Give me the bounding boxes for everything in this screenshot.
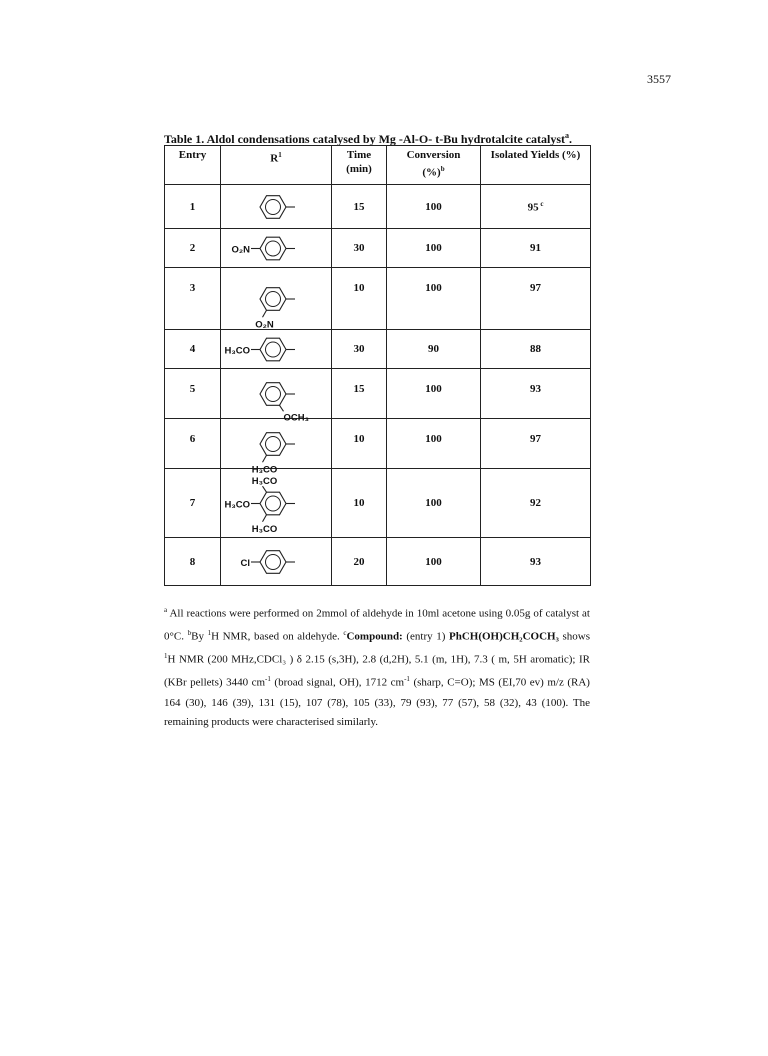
footnote-a-text: All reactions were performed on 2mmol of aldehyde in 10ml acetone using 0.05g of catalyst at 0°C. bbox=[164, 607, 590, 643]
cell-conversion: 100 bbox=[387, 268, 481, 330]
substituent-bond bbox=[263, 514, 267, 521]
footnote-a-marker: a bbox=[164, 606, 168, 614]
cell-yield: 93 bbox=[481, 538, 591, 586]
substituent-label: Cl bbox=[240, 557, 250, 569]
cell-yield: 93 bbox=[481, 369, 591, 419]
footnote-c-marker: c bbox=[343, 629, 347, 638]
cell-entry: 7 bbox=[165, 469, 221, 538]
table-row bbox=[165, 419, 591, 469]
cell-r-structure bbox=[221, 369, 332, 423]
footnotes bbox=[164, 601, 590, 733]
aromatic-circle bbox=[266, 199, 281, 214]
yield-marker: c bbox=[538, 199, 544, 208]
substituent-label: O₂N bbox=[255, 318, 274, 330]
table-row bbox=[165, 185, 591, 229]
cell-entry: 6 bbox=[165, 419, 221, 469]
table-row bbox=[165, 469, 591, 538]
cell-conversion: 90 bbox=[387, 330, 481, 369]
cell-time: 15 bbox=[332, 369, 387, 419]
substituent-bond bbox=[280, 405, 284, 411]
benzene-structure bbox=[221, 539, 331, 585]
aromatic-circle bbox=[266, 342, 281, 357]
substituent-label: H₃CO bbox=[224, 499, 250, 510]
substituent-label: H₃CO bbox=[224, 345, 250, 356]
cell-r-structure bbox=[221, 268, 332, 330]
header-r: $R^1$ bbox=[221, 146, 332, 185]
aromatic-circle bbox=[266, 436, 281, 451]
cell-r-structure bbox=[221, 538, 332, 586]
footnote-b-marker: b bbox=[187, 629, 192, 638]
cell-conversion: 100 bbox=[387, 469, 481, 538]
substituent-label: H₃CO bbox=[251, 475, 278, 487]
table-row bbox=[165, 268, 591, 330]
header-time: Time (min) bbox=[332, 146, 387, 185]
benzene-structure bbox=[221, 269, 331, 329]
aromatic-circle bbox=[266, 554, 281, 569]
page-number: 3557 bbox=[647, 72, 671, 86]
cell-time: 10 bbox=[332, 469, 387, 538]
cell-entry: 4 bbox=[165, 330, 221, 369]
substituent-label: OCH₃ bbox=[283, 411, 310, 423]
compound-formula: PhCH(OH)CH₂COCH₃ bbox=[449, 630, 559, 643]
aromatic-circle bbox=[266, 386, 281, 401]
cell-time: 10 bbox=[332, 419, 387, 469]
benzene-structure bbox=[221, 420, 331, 475]
cell-conversion: 100 bbox=[387, 369, 481, 419]
substituent-bond bbox=[263, 455, 267, 462]
cell-yield: 97 bbox=[481, 268, 591, 330]
benzene-structure bbox=[221, 470, 331, 537]
footnote-c-label: Compound: bbox=[346, 630, 403, 643]
cell-entry: 1 bbox=[165, 185, 221, 229]
header-conversion: Conversion (%)$^b$ bbox=[387, 146, 481, 185]
substituent-label: H₃CO bbox=[251, 523, 278, 535]
cell-yield: 91 bbox=[481, 229, 591, 268]
data-table bbox=[164, 145, 591, 586]
header-row bbox=[165, 146, 591, 185]
cell-r-structure bbox=[221, 330, 332, 369]
substituent-bond bbox=[263, 310, 267, 317]
cell-yield: 95 $^c$ bbox=[481, 185, 591, 229]
table-row bbox=[165, 330, 591, 369]
table-caption: Table 1. Aldol condensations catalysed by Mg -Al-O- t-Bu hydrotalcite catalyst$^a$. bbox=[164, 131, 573, 146]
header-entry: Entry bbox=[165, 146, 221, 185]
aromatic-circle bbox=[266, 241, 281, 256]
substituent-label: O₂N bbox=[231, 244, 250, 255]
benzene-structure bbox=[221, 230, 331, 267]
benzene-structure bbox=[221, 331, 331, 368]
cell-r-structure bbox=[221, 419, 332, 475]
caption-marker: a bbox=[565, 131, 570, 140]
cell-entry: 8 bbox=[165, 538, 221, 586]
cell-r-structure bbox=[221, 469, 332, 538]
table-body bbox=[165, 185, 591, 586]
cell-conversion: 100 bbox=[387, 538, 481, 586]
header-yield: Isolated Yields (%) bbox=[481, 146, 591, 185]
cell-yield: 88 bbox=[481, 330, 591, 369]
cell-conversion: 100 bbox=[387, 229, 481, 268]
cell-entry: 5 bbox=[165, 369, 221, 419]
substituent-label: H₃CO bbox=[251, 463, 278, 475]
cell-conversion: 100 bbox=[387, 419, 481, 469]
aromatic-circle bbox=[266, 496, 281, 511]
cell-time: 20 bbox=[332, 538, 387, 586]
table-row bbox=[165, 538, 591, 586]
cell-r-structure bbox=[221, 185, 332, 229]
cell-time: 15 bbox=[332, 185, 387, 229]
aromatic-circle bbox=[266, 291, 281, 306]
footnote-paragraph: $^a$ All reactions were performed on 2mmol of aldehyde in 10ml acetone using 0.05g of catalyst at 0°C. $^b$By $^1$H NMR, based on aldehyde. $^c$Compound: (entry 1) PhCH(OH)CH₂COCH₃ shows $^1$H NMR (200 MHz,CDCl₃ ) δ 2.15 (s,3H), 2.8 (d,2H), 5.1 (m, 1H), 7.3 ( m, 5H aromatic); IR (KBr pellets) 3440 $cm^{-1}$ (broad signal, OH), 1712 $cm^{-1}$ (sharp, C=O); MS (EI,70 ev) m/z (RA) 164 (30), 146 (39), 131 (15), 107 (78), 105 (33), 79 (93), 77 (57), 58 (32), 43 (100). The remaining products were characterised similarly. bbox=[164, 606, 590, 729]
cell-entry: 3 bbox=[165, 268, 221, 330]
benzene-structure bbox=[221, 370, 331, 423]
cell-time: 30 bbox=[332, 229, 387, 268]
table-row bbox=[165, 369, 591, 419]
cell-conversion: 100 bbox=[387, 185, 481, 229]
caption-text: Table 1. Aldol condensations catalysed by Mg -Al-O- t-Bu hydrotalcite catalyst bbox=[164, 132, 566, 146]
cell-yield: 97 bbox=[481, 419, 591, 469]
cell-time: 10 bbox=[332, 268, 387, 330]
cell-yield: 92 bbox=[481, 469, 591, 538]
cell-r-structure bbox=[221, 229, 332, 268]
table-row bbox=[165, 229, 591, 268]
benzene-structure bbox=[221, 186, 331, 228]
cell-entry: 2 bbox=[165, 229, 221, 268]
cell-time: 30 bbox=[332, 330, 387, 369]
